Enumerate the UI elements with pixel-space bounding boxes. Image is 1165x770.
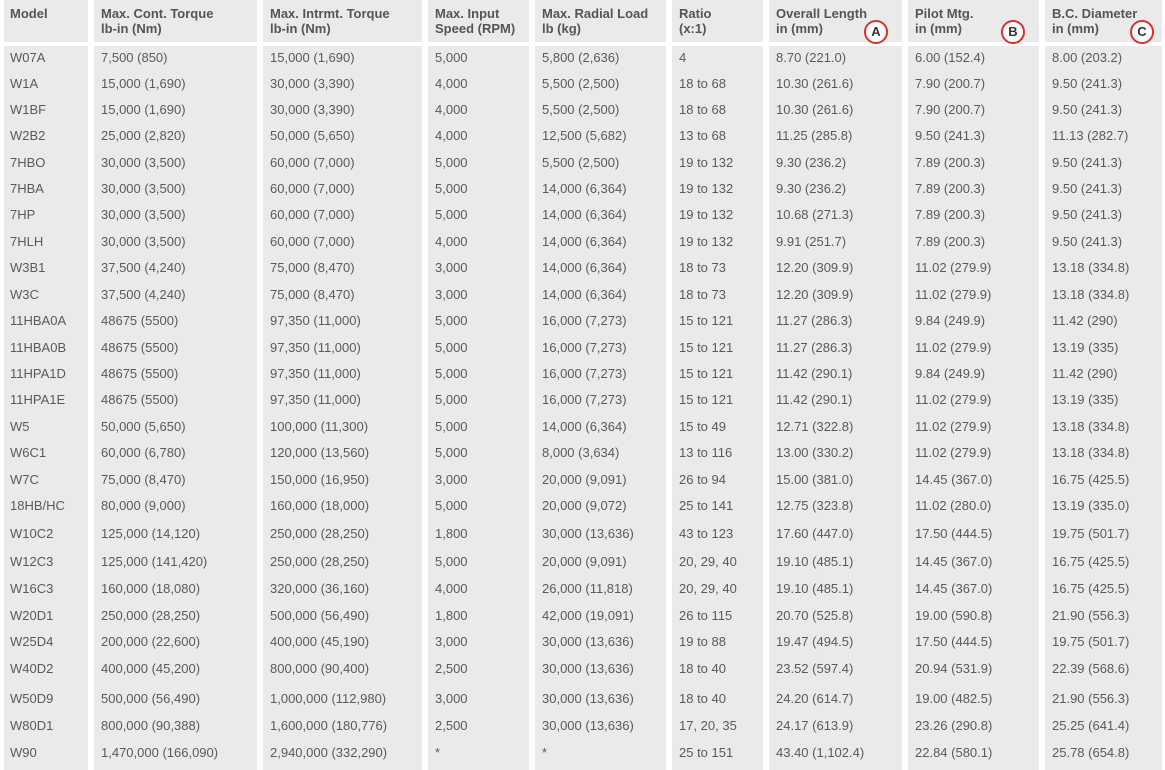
header-max-cont-torque	[101, 0, 213, 42]
cell-pilot-mtg: 9.84 (249.9)	[915, 313, 986, 328]
header-label: Model	[10, 6, 48, 21]
cell-model: 11HPA1E	[10, 392, 66, 407]
cell-overall-length: 12.75 (323.8)	[776, 498, 854, 513]
cell-max-input-speed: 5,000	[435, 155, 468, 170]
cell-model: 11HPA1D	[10, 366, 66, 381]
cell-model: W12C3	[10, 554, 54, 569]
cell-model: W3C	[10, 287, 39, 302]
cell-max-radial-load: 5,500 (2,500)	[542, 76, 620, 91]
header-label: Max. Radial Load	[542, 6, 649, 21]
cell-max-cont-torque: 50,000 (5,650)	[101, 419, 186, 434]
cell-max-input-speed: 5,000	[435, 50, 468, 65]
cell-max-cont-torque: 160,000 (18,080)	[101, 581, 201, 596]
cell-bc-diameter: 19.75 (501.7)	[1052, 634, 1130, 649]
cell-overall-length: 20.70 (525.8)	[776, 608, 854, 623]
cell-model: W10C2	[10, 526, 54, 541]
cell-model: W90	[10, 745, 37, 760]
cell-max-cont-torque: 7,500 (850)	[101, 50, 168, 65]
cell-max-cont-torque: 37,500 (4,240)	[101, 287, 186, 302]
cell-overall-length: 12.71 (322.8)	[776, 419, 854, 434]
cell-ratio: 19 to 132	[679, 155, 734, 170]
cell-model: W2B2	[10, 128, 46, 143]
cell-bc-diameter: 21.90 (556.3)	[1052, 608, 1130, 623]
header-ratio	[679, 0, 712, 42]
cell-max-cont-torque: 125,000 (141,420)	[101, 554, 208, 569]
cell-pilot-mtg: 14.45 (367.0)	[915, 581, 993, 596]
cell-ratio: 25 to 141	[679, 498, 734, 513]
cell-max-cont-torque: 37,500 (4,240)	[101, 260, 186, 275]
cell-max-radial-load: 16,000 (7,273)	[542, 313, 627, 328]
cell-pilot-mtg: 11.02 (279.9)	[915, 340, 992, 355]
cell-max-input-speed: 3,000	[435, 260, 468, 275]
dimension-badge-b: B	[1001, 20, 1025, 44]
cell-ratio: 4	[679, 50, 687, 65]
cell-pilot-mtg: 11.02 (279.9)	[915, 260, 992, 275]
cell-max-radial-load: 14,000 (6,364)	[542, 419, 627, 434]
cell-max-intrmt-torque: 1,000,000 (112,980)	[270, 691, 387, 706]
cell-max-radial-load: 8,000 (3,634)	[542, 445, 620, 460]
cell-model: 11HBA0A	[10, 313, 67, 328]
cell-max-input-speed: *	[435, 745, 441, 760]
cell-pilot-mtg: 9.50 (241.3)	[915, 128, 986, 143]
cell-max-cont-torque: 25,000 (2,820)	[101, 128, 186, 143]
cell-bc-diameter: 21.90 (556.3)	[1052, 691, 1130, 706]
cell-max-input-speed: 5,000	[435, 207, 468, 222]
cell-max-radial-load: 20,000 (9,091)	[542, 554, 627, 569]
cell-max-cont-torque: 250,000 (28,250)	[101, 608, 201, 623]
cell-ratio: 15 to 121	[679, 366, 734, 381]
cell-ratio: 19 to 132	[679, 181, 734, 196]
cell-overall-length: 17.60 (447.0)	[776, 526, 854, 541]
header-label: B.C. Diameter	[1052, 6, 1138, 21]
cell-overall-length: 11.27 (286.3)	[776, 313, 853, 328]
cell-max-cont-torque: 48675 (5500)	[101, 392, 179, 407]
cell-max-input-speed: 5,000	[435, 181, 468, 196]
cell-max-radial-load: *	[542, 745, 548, 760]
cell-bc-diameter: 25.78 (654.8)	[1052, 745, 1130, 760]
cell-model: W80D1	[10, 718, 54, 733]
header-bc-diameter	[1052, 0, 1137, 42]
cell-ratio: 15 to 49	[679, 419, 726, 434]
cell-overall-length: 9.91 (251.7)	[776, 234, 847, 249]
cell-model: W6C1	[10, 445, 47, 460]
cell-pilot-mtg: 7.90 (200.7)	[915, 102, 986, 117]
cell-pilot-mtg: 11.02 (280.0)	[915, 498, 992, 513]
cell-max-input-speed: 5,000	[435, 313, 468, 328]
cell-max-input-speed: 5,000	[435, 392, 468, 407]
cell-ratio: 18 to 40	[679, 691, 726, 706]
cell-max-input-speed: 5,000	[435, 554, 468, 569]
cell-pilot-mtg: 11.02 (279.9)	[915, 392, 992, 407]
cell-max-input-speed: 2,500	[435, 718, 468, 733]
cell-max-radial-load: 16,000 (7,273)	[542, 392, 627, 407]
cell-max-cont-torque: 80,000 (9,000)	[101, 498, 186, 513]
cell-model: W5	[10, 419, 30, 434]
cell-model: 7HBA	[10, 181, 44, 196]
cell-max-cont-torque: 30,000 (3,500)	[101, 207, 186, 222]
cell-max-intrmt-torque: 75,000 (8,470)	[270, 260, 355, 275]
cell-ratio: 15 to 121	[679, 392, 734, 407]
cell-ratio: 19 to 132	[679, 234, 734, 249]
cell-pilot-mtg: 23.26 (290.8)	[915, 718, 993, 733]
cell-model: W50D9	[10, 691, 54, 706]
cell-max-radial-load: 42,000 (19,091)	[542, 608, 634, 623]
cell-bc-diameter: 16.75 (425.5)	[1052, 581, 1130, 596]
cell-max-input-speed: 3,000	[435, 634, 468, 649]
cell-max-intrmt-torque: 2,940,000 (332,290)	[270, 745, 388, 760]
cell-bc-diameter: 13.19 (335)	[1052, 392, 1119, 407]
cell-max-intrmt-torque: 50,000 (5,650)	[270, 128, 355, 143]
cell-ratio: 18 to 68	[679, 102, 726, 117]
cell-pilot-mtg: 9.84 (249.9)	[915, 366, 986, 381]
cell-max-radial-load: 26,000 (11,818)	[542, 581, 633, 596]
header-unit: lb-in (Nm)	[270, 21, 331, 36]
cell-ratio: 26 to 115	[679, 608, 733, 623]
header-label: Pilot Mtg.	[915, 6, 974, 21]
cell-max-cont-torque: 48675 (5500)	[101, 366, 179, 381]
header-label: Max. Cont. Torque	[101, 6, 214, 21]
cell-ratio: 15 to 121	[679, 313, 734, 328]
header-label: Max. Intrmt. Torque	[270, 6, 390, 21]
header-unit: in (mm)	[1052, 21, 1099, 36]
cell-model: W7C	[10, 472, 39, 487]
cell-bc-diameter: 25.25 (641.4)	[1052, 718, 1130, 733]
cell-max-radial-load: 30,000 (13,636)	[542, 718, 634, 733]
cell-max-cont-torque: 1,470,000 (166,090)	[101, 745, 219, 760]
cell-pilot-mtg: 17.50 (444.5)	[915, 634, 993, 649]
cell-pilot-mtg: 7.89 (200.3)	[915, 207, 986, 222]
dimension-badge-a: A	[864, 20, 888, 44]
cell-max-intrmt-torque: 60,000 (7,000)	[270, 234, 355, 249]
cell-overall-length: 12.20 (309.9)	[776, 287, 854, 302]
cell-pilot-mtg: 11.02 (279.9)	[915, 287, 992, 302]
cell-max-intrmt-torque: 120,000 (13,560)	[270, 445, 370, 460]
cell-max-input-speed: 4,000	[435, 128, 468, 143]
cell-ratio: 13 to 116	[679, 445, 733, 460]
cell-max-intrmt-torque: 97,350 (11,000)	[270, 340, 361, 355]
cell-model: W1BF	[10, 102, 47, 117]
header-unit: Speed (RPM)	[435, 21, 516, 36]
cell-overall-length: 15.00 (381.0)	[776, 472, 854, 487]
cell-max-intrmt-torque: 160,000 (18,000)	[270, 498, 370, 513]
cell-model: 7HLH	[10, 234, 44, 249]
cell-max-input-speed: 5,000	[435, 366, 468, 381]
cell-overall-length: 11.25 (285.8)	[776, 128, 853, 143]
cell-max-input-speed: 5,000	[435, 419, 468, 434]
cell-max-input-speed: 1,800	[435, 608, 468, 623]
cell-max-input-speed: 4,000	[435, 581, 468, 596]
cell-max-cont-torque: 500,000 (56,490)	[101, 691, 201, 706]
cell-bc-diameter: 8.00 (203.2)	[1052, 50, 1123, 65]
cell-bc-diameter: 13.18 (334.8)	[1052, 260, 1130, 275]
cell-max-intrmt-torque: 250,000 (28,250)	[270, 526, 370, 541]
header-max-radial-load	[542, 0, 648, 42]
cell-ratio: 25 to 151	[679, 745, 734, 760]
cell-max-cont-torque: 30,000 (3,500)	[101, 155, 186, 170]
cell-max-cont-torque: 400,000 (45,200)	[101, 661, 201, 676]
cell-ratio: 20, 29, 40	[679, 554, 737, 569]
cell-bc-diameter: 9.50 (241.3)	[1052, 234, 1123, 249]
cell-pilot-mtg: 14.45 (367.0)	[915, 554, 993, 569]
cell-max-input-speed: 4,000	[435, 76, 468, 91]
cell-bc-diameter: 22.39 (568.6)	[1052, 661, 1130, 676]
cell-ratio: 17, 20, 35	[679, 718, 737, 733]
cell-max-intrmt-torque: 320,000 (36,160)	[270, 581, 370, 596]
cell-max-intrmt-torque: 500,000 (56,490)	[270, 608, 370, 623]
header-max-input-speed	[435, 0, 515, 42]
cell-pilot-mtg: 19.00 (590.8)	[915, 608, 993, 623]
cell-max-radial-load: 30,000 (13,636)	[542, 691, 634, 706]
cell-model: 7HBO	[10, 155, 46, 170]
cell-overall-length: 19.10 (485.1)	[776, 581, 854, 596]
cell-max-radial-load: 5,800 (2,636)	[542, 50, 620, 65]
cell-model: W16C3	[10, 581, 54, 596]
header-unit: lb (kg)	[542, 21, 581, 36]
cell-max-radial-load: 30,000 (13,636)	[542, 634, 634, 649]
header-label: Ratio	[679, 6, 712, 21]
cell-overall-length: 11.42 (290.1)	[776, 392, 853, 407]
cell-max-radial-load: 16,000 (7,273)	[542, 366, 627, 381]
cell-max-input-speed: 5,000	[435, 498, 468, 513]
cell-overall-length: 43.40 (1,102.4)	[776, 745, 865, 760]
cell-max-input-speed: 4,000	[435, 234, 468, 249]
header-max-intrmt-torque	[270, 0, 390, 42]
cell-bc-diameter: 9.50 (241.3)	[1052, 207, 1123, 222]
cell-max-radial-load: 5,500 (2,500)	[542, 155, 620, 170]
cell-max-cont-torque: 48675 (5500)	[101, 313, 179, 328]
cell-max-intrmt-torque: 30,000 (3,390)	[270, 102, 355, 117]
cell-overall-length: 9.30 (236.2)	[776, 155, 847, 170]
cell-ratio: 18 to 40	[679, 661, 726, 676]
cell-overall-length: 12.20 (309.9)	[776, 260, 854, 275]
cell-pilot-mtg: 20.94 (531.9)	[915, 661, 993, 676]
cell-max-intrmt-torque: 97,350 (11,000)	[270, 313, 361, 328]
header-pilot-mtg	[915, 0, 974, 42]
cell-overall-length: 11.42 (290.1)	[776, 366, 853, 381]
cell-max-intrmt-torque: 97,350 (11,000)	[270, 366, 361, 381]
cell-model: 11HBA0B	[10, 340, 67, 355]
cell-max-cont-torque: 15,000 (1,690)	[101, 76, 186, 91]
cell-max-intrmt-torque: 150,000 (16,950)	[270, 472, 370, 487]
cell-pilot-mtg: 11.02 (279.9)	[915, 419, 992, 434]
cell-max-input-speed: 3,000	[435, 691, 468, 706]
cell-max-intrmt-torque: 97,350 (11,000)	[270, 392, 361, 407]
cell-max-input-speed: 1,800	[435, 526, 468, 541]
cell-max-input-speed: 3,000	[435, 472, 468, 487]
cell-pilot-mtg: 6.00 (152.4)	[915, 50, 986, 65]
cell-max-intrmt-torque: 60,000 (7,000)	[270, 181, 355, 196]
cell-pilot-mtg: 7.90 (200.7)	[915, 76, 986, 91]
header-unit: in (mm)	[915, 21, 962, 36]
cell-max-radial-load: 14,000 (6,364)	[542, 207, 627, 222]
cell-ratio: 19 to 88	[679, 634, 726, 649]
cell-max-intrmt-torque: 800,000 (90,400)	[270, 661, 370, 676]
cell-ratio: 18 to 73	[679, 260, 726, 275]
cell-ratio: 26 to 94	[679, 472, 726, 487]
cell-bc-diameter: 9.50 (241.3)	[1052, 76, 1123, 91]
cell-pilot-mtg: 7.89 (200.3)	[915, 155, 986, 170]
cell-max-radial-load: 16,000 (7,273)	[542, 340, 627, 355]
header-unit: in (mm)	[776, 21, 823, 36]
cell-max-radial-load: 14,000 (6,364)	[542, 260, 627, 275]
cell-overall-length: 10.30 (261.6)	[776, 102, 854, 117]
cell-max-intrmt-torque: 60,000 (7,000)	[270, 207, 355, 222]
cell-overall-length: 10.68 (271.3)	[776, 207, 854, 222]
cell-max-cont-torque: 125,000 (14,120)	[101, 526, 201, 541]
cell-pilot-mtg: 7.89 (200.3)	[915, 181, 986, 196]
cell-max-radial-load: 14,000 (6,364)	[542, 234, 627, 249]
cell-bc-diameter: 11.13 (282.7)	[1052, 128, 1129, 143]
cell-pilot-mtg: 7.89 (200.3)	[915, 234, 986, 249]
cell-max-intrmt-torque: 75,000 (8,470)	[270, 287, 355, 302]
cell-ratio: 18 to 68	[679, 76, 726, 91]
header-overall-length	[776, 0, 867, 42]
cell-pilot-mtg: 17.50 (444.5)	[915, 526, 993, 541]
cell-max-cont-torque: 60,000 (6,780)	[101, 445, 186, 460]
header-model	[10, 0, 48, 42]
cell-max-cont-torque: 48675 (5500)	[101, 340, 179, 355]
cell-bc-diameter: 13.18 (334.8)	[1052, 287, 1130, 302]
cell-bc-diameter: 13.18 (334.8)	[1052, 445, 1130, 460]
cell-max-radial-load: 30,000 (13,636)	[542, 661, 634, 676]
cell-max-radial-load: 14,000 (6,364)	[542, 181, 627, 196]
header-separator	[0, 42, 1165, 46]
cell-overall-length: 19.10 (485.1)	[776, 554, 854, 569]
cell-bc-diameter: 9.50 (241.3)	[1052, 102, 1123, 117]
cell-bc-diameter: 9.50 (241.3)	[1052, 181, 1123, 196]
cell-model: 7HP	[10, 207, 36, 222]
cell-model: W1A	[10, 76, 39, 91]
cell-overall-length: 8.70 (221.0)	[776, 50, 847, 65]
cell-bc-diameter: 13.19 (335)	[1052, 340, 1119, 355]
cell-bc-diameter: 13.18 (334.8)	[1052, 419, 1130, 434]
cell-model: W3B1	[10, 260, 46, 275]
cell-ratio: 15 to 121	[679, 340, 734, 355]
cell-model: W07A	[10, 50, 46, 65]
cell-max-intrmt-torque: 15,000 (1,690)	[270, 50, 355, 65]
cell-ratio: 20, 29, 40	[679, 581, 737, 596]
cell-max-radial-load: 12,500 (5,682)	[542, 128, 627, 143]
cell-max-radial-load: 20,000 (9,091)	[542, 472, 627, 487]
cell-max-intrmt-torque: 60,000 (7,000)	[270, 155, 355, 170]
cell-bc-diameter: 9.50 (241.3)	[1052, 155, 1123, 170]
cell-max-cont-torque: 800,000 (90,388)	[101, 718, 201, 733]
cell-bc-diameter: 16.75 (425.5)	[1052, 472, 1130, 487]
cell-max-intrmt-torque: 250,000 (28,250)	[270, 554, 370, 569]
cell-overall-length: 9.30 (236.2)	[776, 181, 847, 196]
dimension-badge-c: C	[1130, 20, 1154, 44]
cell-bc-diameter: 16.75 (425.5)	[1052, 554, 1130, 569]
cell-max-radial-load: 14,000 (6,364)	[542, 287, 627, 302]
cell-max-cont-torque: 15,000 (1,690)	[101, 102, 186, 117]
cell-overall-length: 13.00 (330.2)	[776, 445, 854, 460]
cell-ratio: 18 to 73	[679, 287, 726, 302]
cell-max-input-speed: 4,000	[435, 102, 468, 117]
cell-overall-length: 10.30 (261.6)	[776, 76, 854, 91]
cell-overall-length: 19.47 (494.5)	[776, 634, 854, 649]
cell-model: W25D4	[10, 634, 54, 649]
cell-max-radial-load: 20,000 (9,072)	[542, 498, 627, 513]
cell-max-cont-torque: 200,000 (22,600)	[101, 634, 201, 649]
cell-bc-diameter: 11.42 (290)	[1052, 313, 1118, 328]
cell-overall-length: 23.52 (597.4)	[776, 661, 854, 676]
cell-model: W40D2	[10, 661, 54, 676]
cell-max-intrmt-torque: 1,600,000 (180,776)	[270, 718, 388, 733]
cell-max-input-speed: 5,000	[435, 445, 468, 460]
cell-pilot-mtg: 11.02 (279.9)	[915, 445, 992, 460]
cell-max-input-speed: 5,000	[435, 340, 468, 355]
cell-ratio: 19 to 132	[679, 207, 734, 222]
cell-bc-diameter: 13.19 (335.0)	[1052, 498, 1130, 513]
header-label: Overall Length	[776, 6, 868, 21]
cell-max-radial-load: 30,000 (13,636)	[542, 526, 634, 541]
header-label: Max. Input	[435, 6, 500, 21]
cell-max-input-speed: 3,000	[435, 287, 468, 302]
cell-overall-length: 24.17 (613.9)	[776, 718, 854, 733]
cell-overall-length: 24.20 (614.7)	[776, 691, 854, 706]
cell-max-cont-torque: 30,000 (3,500)	[101, 181, 186, 196]
cell-bc-diameter: 19.75 (501.7)	[1052, 526, 1130, 541]
cell-ratio: 13 to 68	[679, 128, 726, 143]
cell-pilot-mtg: 14.45 (367.0)	[915, 472, 993, 487]
cell-model: 18HB/HC	[10, 498, 65, 513]
cell-max-intrmt-torque: 400,000 (45,190)	[270, 634, 370, 649]
cell-pilot-mtg: 19.00 (482.5)	[915, 691, 993, 706]
cell-max-intrmt-torque: 30,000 (3,390)	[270, 76, 355, 91]
header-unit: (x:1)	[679, 21, 707, 36]
cell-bc-diameter: 11.42 (290)	[1052, 366, 1118, 381]
cell-overall-length: 11.27 (286.3)	[776, 340, 853, 355]
cell-max-intrmt-torque: 100,000 (11,300)	[270, 419, 369, 434]
header-unit: lb-in (Nm)	[101, 21, 162, 36]
cell-max-input-speed: 2,500	[435, 661, 468, 676]
cell-ratio: 43 to 123	[679, 526, 734, 541]
cell-model: W20D1	[10, 608, 54, 623]
cell-max-cont-torque: 30,000 (3,500)	[101, 234, 186, 249]
cell-pilot-mtg: 22.84 (580.1)	[915, 745, 993, 760]
cell-max-cont-torque: 75,000 (8,470)	[101, 472, 186, 487]
cell-max-radial-load: 5,500 (2,500)	[542, 102, 620, 117]
